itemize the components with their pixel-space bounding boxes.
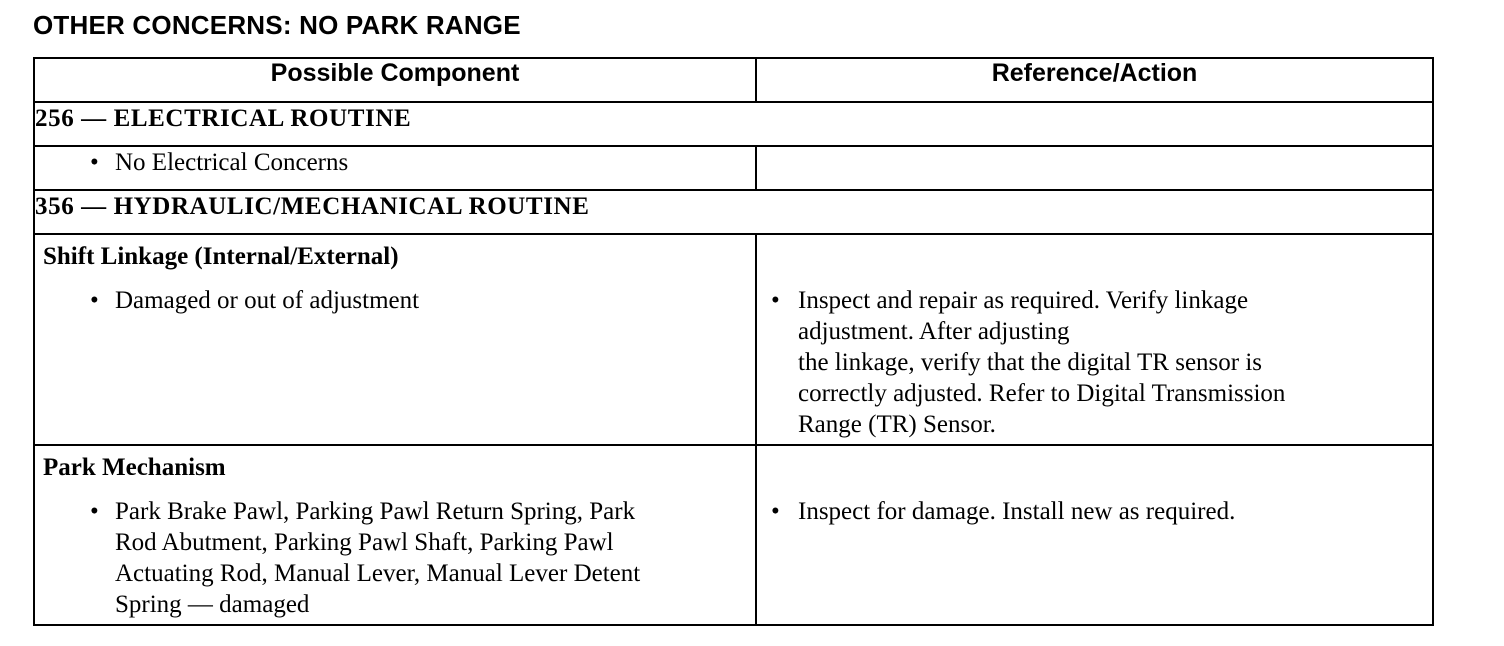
component-cell [34,146,756,190]
action-text-line: correctly adjusted. Refer to Digital Transmission [798,380,1286,407]
component-cell [34,234,756,445]
list-item [35,285,755,316]
action-text-line: Range (TR) Sensor. [798,411,996,438]
table-row [34,234,1433,445]
component-item-line: Park Brake Pawl, Parking Pawl Return Spring, Park [115,498,636,525]
routine-heading-hydraulic: 356 — HYDRAULIC/MECHANICAL ROUTINE [34,190,1433,234]
component-item-text: No Electrical Concerns [115,149,349,176]
component-item-text: Damaged or out of adjustment [115,287,420,314]
list-item [35,147,755,178]
routine-row-electrical [34,102,1433,146]
action-cell [756,234,1433,445]
component-item-line: Actuating Rod, Manual Lever, Manual Lever Detent [115,560,641,587]
component-title: Shift Linkage (Internal/External) [43,243,399,270]
action-item [757,285,1432,440]
table-header-row [34,58,1433,102]
bullet-icon: • [771,287,780,314]
component-item-line: Spring — damaged [115,591,310,618]
action-cell [756,445,1433,625]
action-text: Inspect for damage. Install new as required. [798,498,1236,525]
action-text-line: adjustment. After adjusting [798,318,1070,345]
page-title: OTHER CONCERNS: NO PARK RANGE [33,10,521,40]
list-item [35,496,755,620]
column-header-component: Possible Component [34,58,756,102]
diagnostic-table [33,57,1434,626]
table-row [34,445,1433,625]
action-text-line: Inspect and repair as required. Verify linkage [798,287,1249,314]
bullet-icon: • [771,498,780,525]
routine-heading-electrical: 256 — ELECTRICAL ROUTINE [34,102,1433,146]
component-cell [34,445,756,625]
routine-row-hydraulic [34,190,1433,234]
component-title: Park Mechanism [43,454,226,481]
column-header-action: Reference/Action [756,58,1433,102]
component-item-line: Rod Abutment, Parking Pawl Shaft, Parking Pawl [115,529,614,556]
bullet-icon: • [90,498,99,525]
bullet-icon: • [90,149,99,176]
bullet-icon: • [90,287,99,314]
table-row [34,146,1433,190]
action-text-line: the linkage, verify that the digital TR sensor is [798,349,1263,376]
action-cell [756,146,1433,190]
action-item [757,496,1432,527]
